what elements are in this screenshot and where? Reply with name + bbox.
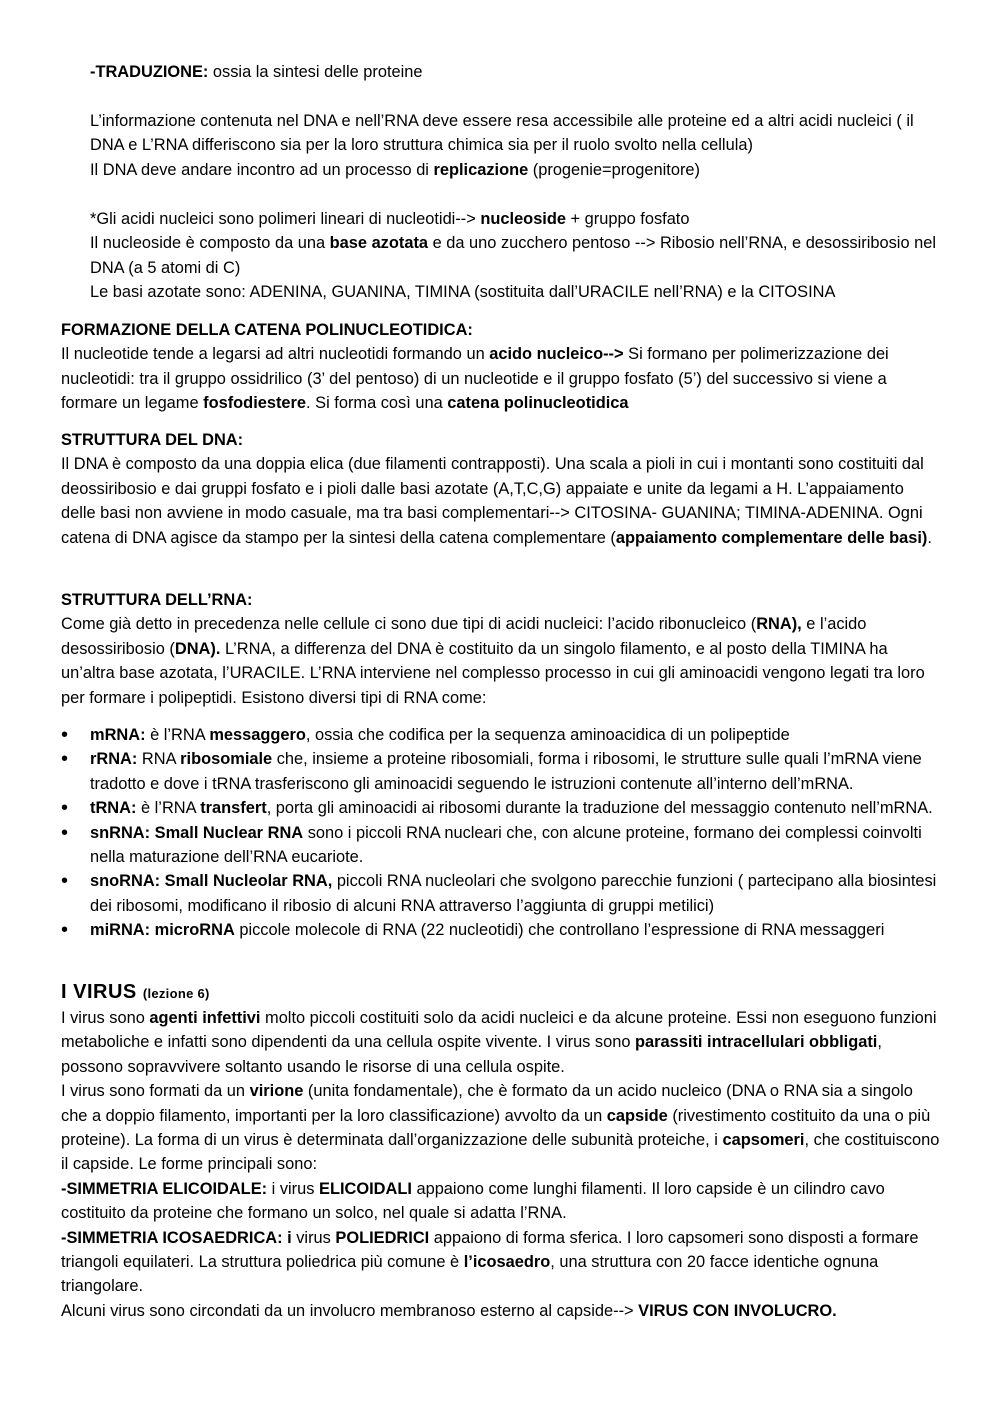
virus-title xyxy=(61,980,941,1006)
text-span: , che costituiscono il capside. Le forme principali sono: xyxy=(61,1131,940,1174)
text-span: Il nucleotide tende a legarsi ad altri nucleotidi formando un xyxy=(61,345,490,364)
text-span: Come già detto in precedenza nelle cellule ci sono due tipi di acidi nucleici: l’acido ribonucleico ( xyxy=(61,615,757,634)
intro-info-line: L’informazione contenuta nel DNA e nell’RNA deve essere resa accessibile alle proteine ed a altri acidi nucleici ( il DNA e L’RNA differiscono sia per la loro struttura chimica sia per il ruolo svolto nella cellula) xyxy=(90,112,914,155)
text-span: I virus sono formati da un xyxy=(61,1082,250,1101)
bold-term: virione xyxy=(249,1082,304,1101)
section-formazione xyxy=(61,318,941,416)
bold-term: l’icosaedro xyxy=(463,1253,551,1272)
text-span: , ossia che codifica per la sequenza aminoacidica di un polipeptide xyxy=(305,726,790,744)
text-span: , possono sopravvivere soltanto usando le risorse di una cellula ospite. xyxy=(61,1033,882,1076)
text-span: RNA xyxy=(137,750,181,769)
section-rna xyxy=(61,588,941,710)
text-span: I virus sono xyxy=(61,1009,150,1027)
list-item xyxy=(61,747,941,796)
text-span: che, insieme a proteine ribosomiali, forma i ribosomi, le strutture sulle quali l’mRNA viene tradotto e dove i tRNA trasferiscono gli aminoacidi seguendo le istruzioni contenute all’interno dell’mRNA. xyxy=(90,750,922,793)
list-item xyxy=(61,821,941,870)
text-span: (rivestimento costituito da una o più proteine). La forma di un virus è determinata dall’organizzazione delle subunità proteiche, i xyxy=(61,1106,931,1150)
bold-term: acido nucleico--> xyxy=(489,345,624,364)
virus-intro-text xyxy=(61,1006,941,1079)
bold-term: VIRUS CON INVOLUCRO. xyxy=(638,1301,837,1320)
text-span: e da uno zucchero pentoso --> Ribosio nell’RNA, e desossiribosio nel DNA (a 5 atomi di C) xyxy=(90,234,936,277)
bold-term: snoRNA: Small Nucleolar RNA, xyxy=(90,872,333,891)
text-span: e l’acido desossiribosio ( xyxy=(61,615,867,658)
virus-elicoidale-text xyxy=(61,1177,941,1226)
bold-term: snRNA: Small Nuclear RNA xyxy=(90,823,304,842)
bold-term: parassiti intracellulari obbligati xyxy=(635,1033,878,1052)
text-span: appaiono come lunghi filamenti. Il loro capside è un cilindro cavo costituito da proteine che formano un solco, nel quale si adatta l’RNA. xyxy=(61,1179,885,1223)
lesson-note: (lezione 6) xyxy=(142,986,210,1001)
text-span: molto piccoli costituiti solo da acidi nucleici e da alcune proteine. Essi non eseguono funzioni metaboliche e infatti sono dipendenti da una cellula ospite vivente. I virus sono xyxy=(61,1009,937,1052)
text-span: (progenie=progenitore) xyxy=(528,160,700,179)
replicazione-term: replicazione xyxy=(433,160,529,179)
text-span: Il DNA deve andare incontro ad un processo di xyxy=(90,160,434,179)
list-item xyxy=(61,796,941,820)
bold-term: DNA). xyxy=(174,639,221,658)
traduzione-text: ossia la sintesi delle proteine xyxy=(208,63,423,81)
bold-term: agenti infettivi xyxy=(149,1009,261,1027)
bold-term: miRNA: microRNA xyxy=(90,921,235,940)
virus-involucro-text xyxy=(61,1299,941,1323)
text-span: (unita fondamentale), che è formato da un acido nucleico (DNA o RNA sia a singolo che a doppio filamento, importanti per la loro classificazione) avvolto da un xyxy=(61,1082,913,1125)
bold-term: capsomeri xyxy=(722,1131,805,1150)
text-span: è l’RNA xyxy=(145,726,210,744)
nucleoside-term: nucleoside xyxy=(480,210,566,228)
bold-term: fosfodiestere xyxy=(203,394,307,413)
text-span: virus xyxy=(291,1228,336,1247)
text-span: . xyxy=(927,528,932,547)
text-span: sono i piccoli RNA nucleari che, con alcune proteine, formano dei complessi coinvolti nella maturazione dell’RNA eucariote. xyxy=(90,823,922,867)
intro-traduzione xyxy=(90,60,950,84)
text-span: piccole molecole di RNA (22 nucleotidi) che controllano l’espressione di RNA messaggeri xyxy=(234,921,885,940)
intro-paragraph-2 xyxy=(90,109,950,182)
bold-term: transfert xyxy=(200,799,267,818)
bold-term: -SIMMETRIA ICOSAEDRICA: i xyxy=(61,1228,292,1247)
intro-polimeri-line xyxy=(90,207,950,231)
formazione-text xyxy=(61,342,941,415)
text-span: , una struttura con 20 facce identiche ognuna triangolare. xyxy=(61,1253,879,1296)
intro-nucleoside-line xyxy=(90,231,950,280)
base-azotata-term: base azotata xyxy=(329,234,429,253)
text-span: Si formano per polimerizzazione dei nucleotidi: tra il gruppo ossidrilico (3’ del pentoso) di un nucleotide e il gruppo fosfato (5’) del successivo si viene a formare un legame xyxy=(61,345,889,413)
intro-replicazione-line xyxy=(90,158,950,182)
bold-term: POLIEDRICI xyxy=(335,1228,430,1247)
dna-text xyxy=(61,452,941,550)
rna-heading: STRUTTURA DELL’RNA: xyxy=(61,591,253,609)
bold-term: catena polinucleotidica xyxy=(447,394,629,413)
text-span: Il nucleoside è composto da una xyxy=(90,234,330,253)
bold-term: messaggero xyxy=(209,726,306,744)
bold-term: ELICOIDALI xyxy=(319,1179,412,1198)
text-span: Il DNA è composto da una doppia elica (due filamenti contrapposti). Una scala a pioli in cui i montanti sono costituiti dal deossiribosio e dai gruppi fosfato e i pioli dalle basi azotate (A,T,C,G) appaiate e unite da legami a H. L’appaiamento delle basi non avviene in modo casuale, ma tra basi complementari--> CITOSINA- GUANINA; TIMINA-ADENINA. Ogni catena di DNA agisce da stampo per la sintesi della catena complementare ( xyxy=(61,455,924,547)
text-span: + gruppo fosfato xyxy=(566,210,690,228)
dna-heading: STRUTTURA DEL DNA: xyxy=(61,431,244,449)
bold-term: rRNA: xyxy=(90,750,138,769)
text-span: , porta gli aminoacidi ai ribosomi durante la traduzione del messaggio contenuto nell’mRNA. xyxy=(266,799,933,818)
text-span: è l’RNA xyxy=(136,799,201,818)
rna-text xyxy=(61,612,941,710)
intro-basi-line: Le basi azotate sono: ADENINA, GUANINA, TIMINA (sostituita dall’URACILE nell’RNA) e la CITOSINA xyxy=(90,283,836,302)
text-span: piccoli RNA nucleolari che svolgono parecchie funzioni ( partecipano alla biosintesi dei ribosomi, modificano il ribosio di alcuni RNA attraverso l’aggiunta di gruppi metilici) xyxy=(90,872,937,915)
text-span: *Gli acidi nucleici sono polimeri lineari di nucleotidi--> xyxy=(90,210,481,228)
virus-virione-text xyxy=(61,1079,941,1177)
bold-term: ribosomiale xyxy=(180,750,273,769)
virus-icosaedrica-text xyxy=(61,1226,941,1299)
text-span: i virus xyxy=(267,1179,320,1198)
rna-types-list xyxy=(61,723,941,943)
bold-term: RNA), xyxy=(756,615,802,634)
list-item xyxy=(61,869,941,918)
virus-title-text: I VIRUS xyxy=(61,981,137,1003)
traduzione-term: -TRADUZIONE: xyxy=(90,63,209,81)
bold-term: appaiamento complementare delle basi) xyxy=(615,528,928,547)
bold-term: -SIMMETRIA ELICOIDALE: xyxy=(61,1179,268,1198)
list-item xyxy=(61,723,941,747)
bold-term: mRNA: xyxy=(90,726,146,744)
text-span: . Si forma così una xyxy=(306,394,448,413)
formazione-heading: FORMAZIONE DELLA CATENA POLINUCLEOTIDICA: xyxy=(61,321,473,339)
text-span: appaiono di forma sferica. I loro capsomeri sono disposti a formare triangoli equilateri. La struttura poliedrica più comune è xyxy=(61,1228,919,1272)
text-span: L’RNA, a differenza del DNA è costituito da un singolo filamento, e al posto della TIMINA ha un’altra base azotata, l’URACILE. L’RNA interviene nel complesso processo in cui gli aminoacidi vengono legati tra loro per formare i polipeptidi. Esistono diversi tipi di RNA come: xyxy=(61,639,925,707)
bold-term: tRNA: xyxy=(90,799,137,818)
intro-block xyxy=(90,60,950,84)
list-item xyxy=(61,918,941,942)
section-virus xyxy=(61,980,941,1323)
section-dna xyxy=(61,428,941,550)
intro-paragraph-3 xyxy=(90,207,950,305)
bold-term: capside xyxy=(606,1106,668,1125)
text-span: Alcuni virus sono circondati da un involucro membranoso esterno al capside--> xyxy=(61,1301,639,1320)
